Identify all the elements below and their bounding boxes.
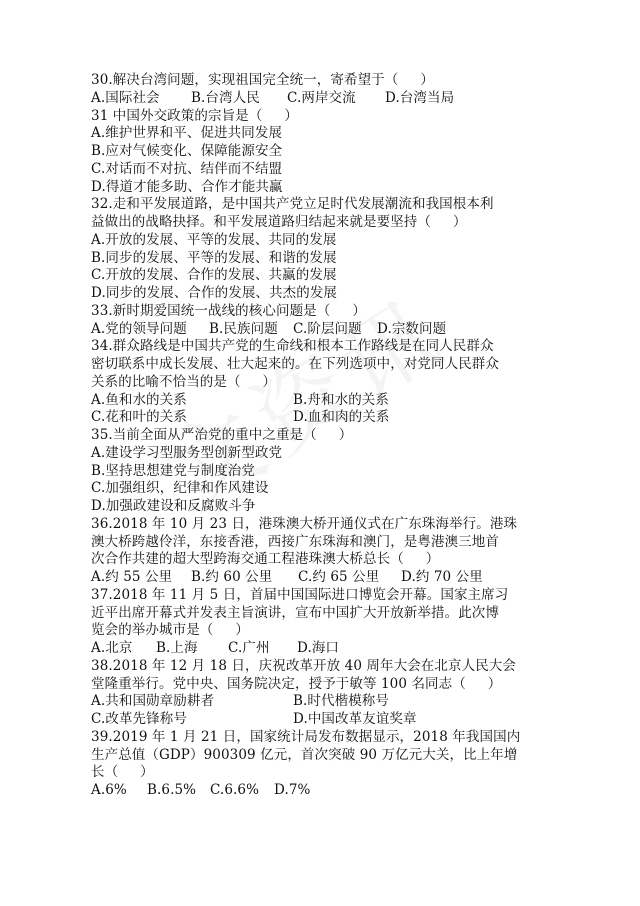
option-text: A.鱼和水的关系 — [91, 391, 187, 408]
option-text: D.宗数问题 — [377, 320, 447, 337]
option-text: A.国际社会 — [91, 89, 160, 106]
option-row — [91, 782, 561, 800]
option-row — [91, 693, 561, 711]
option-row — [91, 321, 561, 339]
option-text: B.舟和水的关系 — [293, 391, 390, 408]
option-text: B.上海 — [156, 640, 198, 656]
question-text: 37.2018 年 11 月 5 日，首届中国国际进口博览会开幕。国家主席习 — [91, 586, 509, 603]
option-text: C.6.6% — [210, 782, 260, 798]
text-line: B.同步的发展、平等的发展、和谐的发展 — [91, 249, 337, 266]
text-line: 生产总值（GDP）900309 亿元，首次突破 90 万亿元大关，比上年增 — [91, 746, 518, 763]
text-line: C.对话而不对抗、结伴而不结盟 — [91, 160, 283, 177]
option-row — [91, 640, 561, 658]
option-text: D.约 70 公里 — [401, 569, 483, 585]
question-document — [91, 72, 561, 800]
text-line: 密切联系中成长发展、壮大起来的。在下列选项中，对党同人民群众 — [91, 356, 499, 372]
text-line: B.坚持思想建党与制度治党 — [91, 462, 256, 479]
text-line: 益做出的战略抉择。和平发展道路归结起来就是要坚持（ ） — [91, 214, 467, 230]
option-row — [91, 90, 561, 108]
option-text: A.约 55 公里 — [91, 569, 173, 585]
text-line: 澳大桥跨越伶洋，东接香港，西接广东珠海和澳门，是粤港澳三地首 — [91, 533, 499, 550]
question-text: 38.2018 年 12 月 18 日，庆祝改革开放 40 周年大会在北京人民大会 — [91, 657, 516, 674]
option-text: B.6.5% — [147, 782, 197, 798]
question-text: 35.当前全面从严治党的重中之重是（ ） — [91, 427, 353, 443]
option-text: D.台湾当局 — [385, 89, 455, 106]
text-line: C.开放的发展、合作的发展、共赢的发展 — [91, 267, 337, 284]
text-line: 览会的举办城市是（ ） — [91, 622, 249, 639]
option-row — [91, 569, 561, 587]
question-text: 31 中国外交政策的宗旨是（ ） — [91, 107, 298, 124]
option-row — [91, 392, 561, 410]
text-line: A.维护世界和平、促进共同发展 — [91, 125, 283, 142]
option-text: A.党的领导问题 — [91, 320, 187, 337]
option-text: A.共和国勋章励耕者 — [91, 693, 215, 710]
option-text: B.时代楷模称号 — [293, 693, 390, 710]
option-text: C.广州 — [228, 640, 270, 656]
option-text: B.民族问题 — [209, 320, 278, 337]
question-text: 34.群众路线是中国共产党的生命线和根本工作路线是在同人民群众 — [91, 338, 494, 355]
question-text: 39.2019 年 1 月 21 日，国家统计局发布数据显示，2018 年我国国内 — [91, 728, 521, 745]
option-text: D.中国改革友谊奖章 — [293, 711, 417, 727]
text-line: 关系的比喻不恰当的是（ ） — [91, 373, 277, 390]
option-text: D.7% — [274, 782, 311, 798]
option-text: C.约 65 公里 — [298, 569, 380, 585]
text-line: C.加强组织，纪律和作风建设 — [91, 480, 269, 497]
option-text: C.花和叶的关系 — [91, 409, 187, 426]
text-line: D.得道才能多助、合作才能共赢 — [91, 178, 283, 195]
text-line: D.同步的发展、合作的发展、共杰的发展 — [91, 285, 338, 301]
option-text: C.阶层问题 — [293, 320, 362, 337]
option-text: A.6% — [91, 782, 127, 798]
text-line: 次合作共建的超大型跨海交通工程港珠澳大桥总长（ ） — [91, 551, 440, 568]
option-text: C.改革先锋称号 — [91, 711, 187, 727]
text-line: 堂隆重举行。党中央、国务院决定，授予于敏等 100 名同志（ ） — [91, 675, 502, 692]
text-line: D.加强政建设和反腐败斗争 — [91, 498, 256, 514]
question-text: 33.新时期爱国统一战线的核心问题是（ ） — [91, 302, 366, 319]
option-text: D.海口 — [297, 640, 340, 656]
option-row — [91, 409, 561, 427]
text-line: 长（ ） — [91, 764, 154, 781]
question-text: 30.解决台湾问题，实现祖国完全统一，寄希望于（ ） — [91, 72, 434, 88]
option-text: B.台湾人民 — [191, 89, 260, 106]
option-text: B.约 60 公里 — [191, 569, 273, 585]
option-text: C.两岸交流 — [287, 89, 356, 106]
text-line: 近平出席开幕式并发表主旨演讲，宣布中国扩大开放新举措。此次博 — [91, 604, 499, 621]
text-line: A.建设学习型服务型创新型政党 — [91, 444, 283, 461]
option-row — [91, 711, 561, 729]
text-line: B.应对气候变化、保障能源安全 — [91, 143, 283, 159]
option-text: D.血和肉的关系 — [293, 409, 390, 426]
question-text: 36.2018 年 10 月 23 日，港珠澳大桥开通仪式在广东珠海举行。港珠 — [91, 515, 518, 532]
text-line: A.开放的发展、平等的发展、共同的发展 — [91, 231, 337, 248]
option-text: A.北京 — [91, 640, 133, 656]
question-text: 32.走和平发展道路，是中国共产党立足时代发展潮流和我国根本利 — [91, 196, 494, 213]
